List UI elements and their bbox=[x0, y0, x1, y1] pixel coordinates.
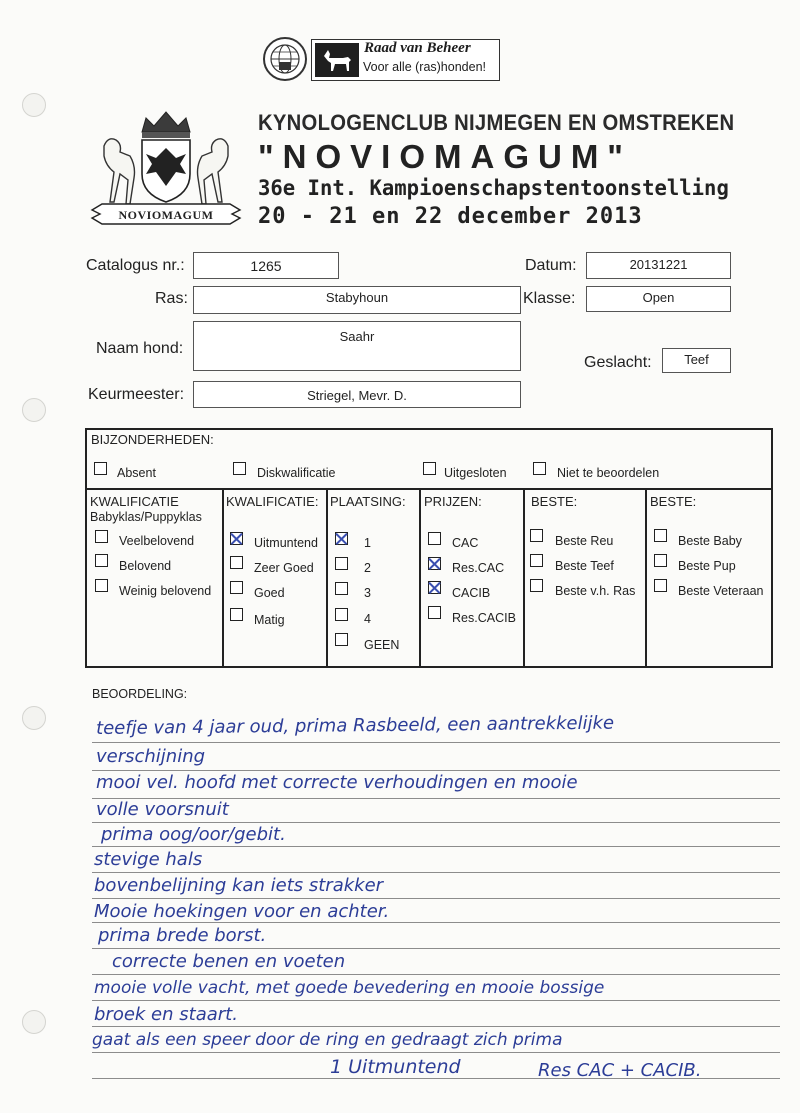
writing-line bbox=[92, 770, 780, 771]
event-title: 36e Int. Kampioenschapstentoonstelling bbox=[258, 176, 729, 200]
handwritten-line: stevige hals bbox=[94, 849, 203, 870]
plaatsing-1-label: 1 bbox=[364, 536, 371, 550]
beoordeling-label: BEOORDELING: bbox=[92, 687, 188, 701]
col4-header: PRIJZEN: bbox=[424, 494, 482, 509]
uitmuntend-checkbox[interactable] bbox=[230, 532, 243, 545]
zeer-goed-checkbox[interactable] bbox=[230, 556, 243, 569]
handwritten-line: verschijning bbox=[96, 746, 206, 767]
plaatsing-geen-checkbox[interactable] bbox=[335, 633, 348, 646]
logo-subtitle: Voor alle (ras)honden! bbox=[363, 60, 486, 74]
writing-line bbox=[92, 822, 780, 823]
handwritten-line: correcte benen en voeten bbox=[112, 951, 346, 972]
diskwalificatie-checkbox[interactable] bbox=[233, 462, 246, 475]
niet-te-beoordelen-checkbox[interactable] bbox=[533, 462, 546, 475]
plaatsing-4-checkbox[interactable] bbox=[335, 608, 348, 621]
col3-header: PLAATSING: bbox=[330, 494, 406, 509]
beste-vh-ras-checkbox[interactable] bbox=[530, 579, 543, 592]
beste-pup-label: Beste Pup bbox=[678, 559, 736, 573]
col2-header: KWALIFICATIE: bbox=[226, 494, 319, 509]
matig-label: Matig bbox=[254, 613, 285, 627]
uitgesloten-label: Uitgesloten bbox=[444, 466, 507, 480]
writing-line bbox=[92, 846, 780, 847]
grid-divider bbox=[222, 488, 224, 666]
writing-line bbox=[92, 1026, 780, 1027]
plaatsing-geen-label: GEEN bbox=[364, 638, 400, 652]
absent-checkbox[interactable] bbox=[94, 462, 107, 475]
res-cacib-label: Res.CACIB bbox=[452, 611, 516, 625]
grid-divider bbox=[645, 488, 647, 666]
beste-teef-checkbox[interactable] bbox=[530, 554, 543, 567]
grid-divider bbox=[523, 488, 525, 666]
weinig-belovend-checkbox[interactable] bbox=[95, 579, 108, 592]
ras-label: Ras: bbox=[155, 290, 188, 307]
beste-teef-label: Beste Teef bbox=[555, 559, 614, 573]
res-cacib-checkbox[interactable] bbox=[428, 606, 441, 619]
handwritten-line: teefje van 4 jaar oud, prima Rasbeeld, een aantrekkelijke bbox=[96, 712, 615, 739]
beste-reu-label: Beste Reu bbox=[555, 534, 614, 548]
klasse-field[interactable]: Open bbox=[586, 286, 731, 312]
handwritten-line: prima brede borst. bbox=[98, 925, 267, 946]
binder-hole bbox=[22, 1010, 46, 1034]
zeer-goed-label: Zeer Goed bbox=[254, 561, 314, 575]
handwritten-line: mooi vel. hoofd met correcte verhoudingen en mooie bbox=[96, 772, 578, 793]
veelbelovend-checkbox[interactable] bbox=[95, 530, 108, 543]
belovend-label: Belovend bbox=[119, 559, 172, 573]
niet-te-beoordelen-label: Niet te beoordelen bbox=[557, 466, 660, 480]
plaatsing-3-checkbox[interactable] bbox=[335, 582, 348, 595]
binder-hole bbox=[22, 93, 46, 117]
handwritten-line: mooie volle vacht, met goede bevedering en mooie bossige bbox=[94, 978, 605, 998]
writing-line bbox=[92, 1052, 780, 1053]
uitgesloten-checkbox[interactable] bbox=[423, 462, 436, 475]
grid-divider bbox=[326, 488, 328, 666]
weinig-belovend-label: Weinig belovend bbox=[119, 584, 212, 598]
binder-hole bbox=[22, 706, 46, 730]
beste-veteraan-label: Beste Veteraan bbox=[678, 584, 764, 598]
datum-field[interactable]: 20131221 bbox=[586, 252, 731, 279]
cac-label: CAC bbox=[452, 536, 479, 550]
plaatsing-3-label: 3 bbox=[364, 586, 371, 600]
handwritten-line: 1 Uitmuntend bbox=[330, 1056, 461, 1078]
beste-veteraan-checkbox[interactable] bbox=[654, 579, 667, 592]
handwritten-line: gaat als een speer door de ring en gedraagt zich prima bbox=[92, 1030, 563, 1050]
plaatsing-2-label: 2 bbox=[364, 561, 371, 575]
writing-line bbox=[92, 974, 780, 975]
cacib-label: CACIB bbox=[452, 586, 491, 600]
grid-divider bbox=[87, 488, 771, 490]
dog-silhouette-icon bbox=[315, 43, 359, 77]
belovend-checkbox[interactable] bbox=[95, 554, 108, 567]
judging-grid bbox=[85, 428, 773, 668]
handwritten-line: prima oog/oor/gebit. bbox=[101, 824, 286, 845]
crest-banner-text: NOVIOMAGUM bbox=[118, 208, 214, 222]
beste-reu-checkbox[interactable] bbox=[530, 529, 543, 542]
datum-label: Datum: bbox=[525, 257, 577, 274]
handwritten-line: broek en staart. bbox=[94, 1004, 238, 1025]
club-name: KYNOLOGENCLUB NIJMEGEN EN OMSTREKEN bbox=[258, 110, 735, 135]
beste-baby-label: Beste Baby bbox=[678, 534, 742, 548]
geslacht-label: Geslacht: bbox=[584, 354, 652, 371]
writing-line bbox=[92, 742, 780, 743]
klasse-label: Klasse: bbox=[523, 290, 576, 307]
res-cac-checkbox[interactable] bbox=[428, 557, 441, 570]
ras-field[interactable]: Stabyhoun bbox=[193, 286, 521, 314]
geslacht-field[interactable]: Teef bbox=[662, 348, 731, 373]
veelbelovend-label: Veelbelovend bbox=[119, 534, 195, 548]
cacib-checkbox[interactable] bbox=[428, 581, 441, 594]
handwritten-line: Mooie hoekingen voor en achter. bbox=[94, 901, 390, 922]
beste-pup-checkbox[interactable] bbox=[654, 554, 667, 567]
plaatsing-4-label: 4 bbox=[364, 612, 371, 626]
writing-line bbox=[92, 898, 780, 899]
catalogus-field[interactable]: 1265 bbox=[193, 252, 339, 279]
beste-vh-ras-label: Beste v.h. Ras bbox=[555, 584, 636, 598]
goed-label: Goed bbox=[254, 586, 285, 600]
beste-baby-checkbox[interactable] bbox=[654, 529, 667, 542]
col1-subheader: Babyklas/Puppyklas bbox=[90, 510, 202, 524]
matig-checkbox[interactable] bbox=[230, 608, 243, 621]
show-name: "NOVIOMAGUM" bbox=[258, 138, 632, 175]
logo-title: Raad van Beheer bbox=[364, 40, 471, 56]
writing-line bbox=[92, 872, 780, 873]
col6-header: BESTE: bbox=[650, 494, 697, 509]
raad-van-beheer-logo bbox=[311, 39, 500, 81]
res-cac-label: Res.CAC bbox=[452, 561, 505, 575]
keurmeester-label: Keurmeester: bbox=[88, 386, 185, 403]
plaatsing-1-checkbox[interactable] bbox=[335, 532, 348, 545]
club-crest bbox=[86, 106, 246, 232]
goed-checkbox[interactable] bbox=[230, 581, 243, 594]
binder-hole bbox=[22, 398, 46, 422]
handwritten-line: volle voorsnuit bbox=[96, 799, 229, 820]
handwritten-line: bovenbelijning kan iets strakker bbox=[94, 875, 384, 896]
uitmuntend-label: Uitmuntend bbox=[254, 536, 318, 550]
col5-header: BESTE: bbox=[531, 494, 578, 509]
absent-label: Absent bbox=[117, 466, 156, 480]
handwritten-line: Res CAC + CACIB. bbox=[538, 1060, 702, 1081]
col1-header: KWALIFICATIE bbox=[90, 494, 179, 509]
fci-logo bbox=[262, 36, 308, 82]
event-dates: 20 - 21 en 22 december 2013 bbox=[258, 204, 643, 229]
keurmeester-field[interactable]: Striegel, Mevr. D. bbox=[193, 381, 521, 408]
writing-line bbox=[92, 922, 780, 923]
naam-hond-field[interactable]: Saahr bbox=[193, 321, 521, 371]
grid-divider bbox=[419, 488, 421, 666]
writing-line bbox=[92, 1000, 780, 1001]
writing-line bbox=[92, 948, 780, 949]
diskwalificatie-label: Diskwalificatie bbox=[257, 466, 336, 480]
naam-hond-label: Naam hond: bbox=[96, 340, 184, 357]
plaatsing-2-checkbox[interactable] bbox=[335, 557, 348, 570]
bijzonderheden-header: BIJZONDERHEDEN: bbox=[91, 432, 214, 447]
catalogus-label: Catalogus nr.: bbox=[86, 257, 185, 274]
cac-checkbox[interactable] bbox=[428, 532, 441, 545]
